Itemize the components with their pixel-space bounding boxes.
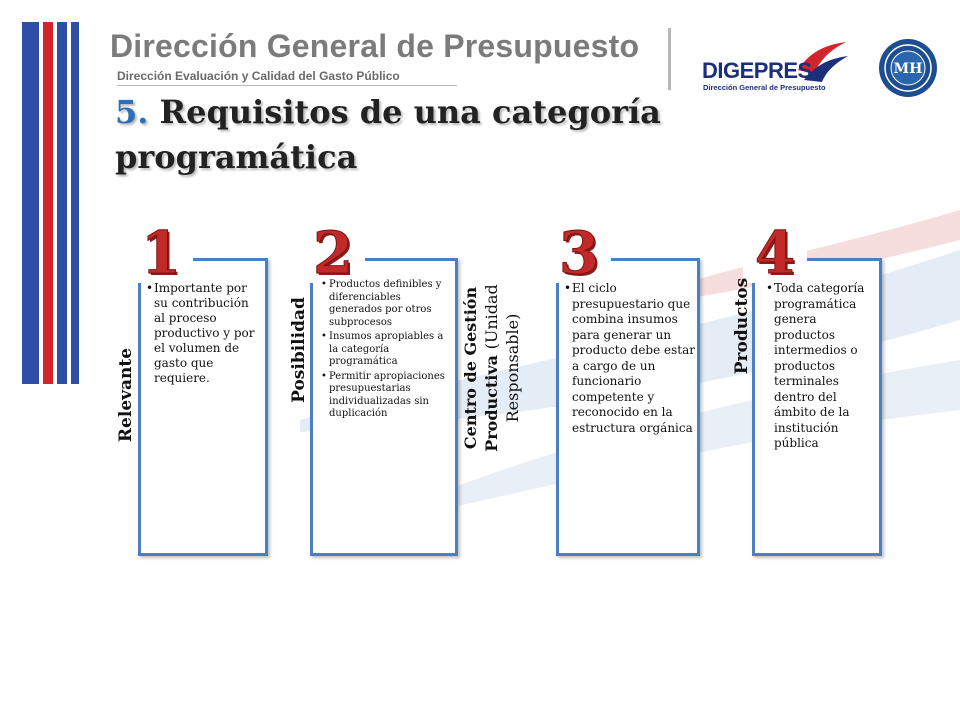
list-item: • El ciclo presupuestario que combina insumos para generar un producto debe estar a cargo de un funcionario competente y reconocido en la estructura orgánica	[565, 281, 695, 436]
decorative-bar-red	[43, 22, 53, 384]
seal-text: MH	[893, 61, 923, 77]
requirement-card-4	[732, 219, 882, 556]
slide-title-line1: Requisitos de una categoría	[159, 93, 661, 131]
slide-title	[115, 90, 715, 180]
org-title: Dirección General de Presupuesto	[110, 28, 640, 64]
card-side-label: Productos	[732, 277, 752, 375]
header-divider	[668, 28, 671, 90]
digepres-name: DIGEPRES	[702, 58, 812, 83]
card-side-label-line2: Productiva	[482, 354, 501, 452]
list-item: • Toda categoría programática genera productos intermedios o productos terminales dentro del ámbito de la institución pública	[767, 281, 877, 452]
list-item: • Importante por su contribución al proceso productivo y por el volumen de gasto que requiere.	[147, 281, 261, 386]
card-bullet-list	[147, 281, 261, 388]
card-side-label-light: (Unidad	[482, 284, 501, 350]
card-number: 2	[301, 223, 365, 283]
list-item: • Insumos apropiables a la categoría programática	[322, 331, 450, 369]
ministry-seal-icon	[878, 38, 938, 98]
card-side-label-line1: Centro de Gestión	[461, 286, 480, 450]
card-side-label-light-2: Responsable)	[503, 313, 522, 423]
list-item: • Productos definibles y diferenciables generados por otros subprocesos	[322, 279, 450, 329]
card-side-label	[460, 218, 526, 518]
requirement-card-2	[289, 219, 458, 556]
requirement-card-1	[116, 219, 268, 556]
decorative-bar-blue	[22, 22, 39, 384]
slide-title-line2: programática	[115, 138, 358, 176]
digepres-subtitle: Dirección General de Presupuesto	[703, 83, 826, 92]
decorative-bar-blue	[71, 22, 79, 384]
card-bullet-list	[767, 281, 877, 454]
slide-title-number: 5.	[115, 93, 149, 131]
card-number: 4	[743, 223, 807, 283]
card-bullet-list	[322, 279, 450, 423]
list-item: • Permitir apropiaciones presupuestarias individualizadas sin duplicación	[322, 371, 450, 421]
card-number: 1	[129, 223, 193, 283]
decorative-bar-blue	[57, 22, 67, 384]
digepres-logo	[702, 40, 852, 96]
requirement-card-3	[461, 219, 700, 556]
card-number: 3	[547, 223, 611, 283]
card-bullet-list	[565, 281, 695, 438]
card-side-label: Relevante	[116, 347, 136, 443]
org-subtitle: Dirección Evaluación y Calidad del Gasto Público	[117, 69, 457, 86]
card-side-label: Posibilidad	[289, 297, 309, 403]
